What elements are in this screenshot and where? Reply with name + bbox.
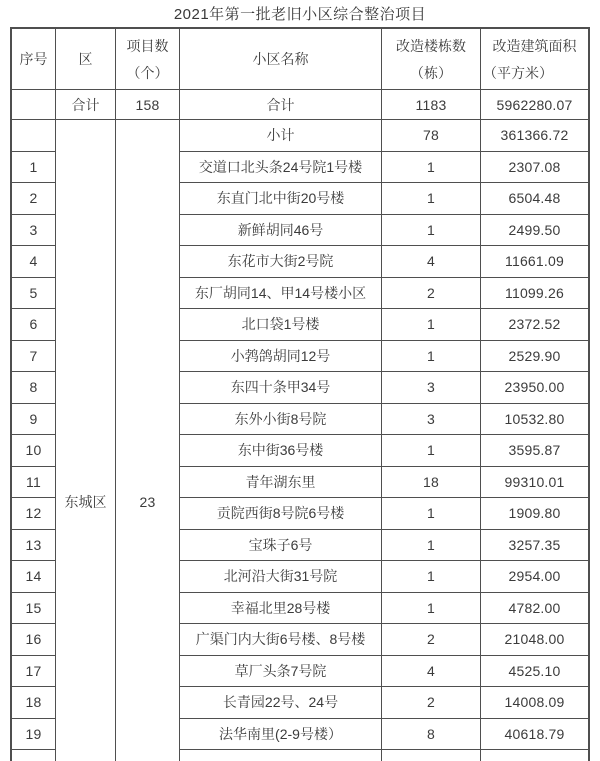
row-3-area-cell: 2499.50 bbox=[481, 215, 588, 247]
row-11-seq-cell: 11 bbox=[12, 467, 56, 499]
clipped-row-buildings-cell bbox=[382, 750, 481, 761]
row-1-seq-cell: 1 bbox=[12, 152, 56, 184]
clipped-row-community-cell bbox=[180, 750, 382, 761]
header-project-count-line1: 项目数 bbox=[126, 37, 169, 54]
district-merged-cell bbox=[56, 120, 116, 761]
row-10-community-cell: 东中街36号楼 bbox=[180, 435, 382, 467]
row-14-buildings-cell: 1 bbox=[382, 561, 481, 593]
row-13-seq-cell: 13 bbox=[12, 530, 56, 562]
total-row-community-cell: 合计 bbox=[180, 90, 382, 120]
clipped-row-area-cell bbox=[481, 750, 588, 761]
row-19-seq-cell: 19 bbox=[12, 719, 56, 751]
row-7-seq-cell: 7 bbox=[12, 341, 56, 373]
row-7-buildings-cell: 1 bbox=[382, 341, 481, 373]
row-15-area-cell: 4782.00 bbox=[481, 593, 588, 625]
page-title: 2021年第一批老旧小区综合整治项目 bbox=[173, 6, 427, 23]
row-16-community-cell: 广渠门内大街6号楼、8号楼 bbox=[180, 624, 382, 656]
row-5-buildings-cell: 2 bbox=[382, 278, 481, 310]
total-row-seq-cell bbox=[12, 90, 56, 120]
row-14-community-cell: 北河沿大街31号院 bbox=[180, 561, 382, 593]
row-19-area-cell: 40618.79 bbox=[481, 719, 588, 751]
row-2-buildings-cell: 1 bbox=[382, 183, 481, 215]
row-12-seq-cell: 12 bbox=[12, 498, 56, 530]
row-11-area-cell: 99310.01 bbox=[481, 467, 588, 499]
subtotal-buildings-cell: 78 bbox=[382, 120, 481, 152]
header-area-line1: 改造建筑面积 bbox=[492, 37, 577, 54]
row-11-buildings-cell: 18 bbox=[382, 467, 481, 499]
row-2-area-cell: 6504.48 bbox=[481, 183, 588, 215]
total-row-project-count-cell: 158 bbox=[116, 90, 180, 120]
header-district-label: 区 bbox=[78, 51, 93, 67]
row-4-seq-cell: 4 bbox=[12, 246, 56, 278]
projects-table bbox=[10, 27, 590, 761]
project-count-merged-cell bbox=[116, 120, 180, 761]
row-10-buildings-cell: 1 bbox=[382, 435, 481, 467]
row-14-seq-cell: 14 bbox=[12, 561, 56, 593]
header-project-count-line2: （个） bbox=[126, 64, 169, 81]
row-13-buildings-cell: 1 bbox=[382, 530, 481, 562]
row-13-community-cell: 宝珠子6号 bbox=[180, 530, 382, 562]
row-11-community-cell: 青年湖东里 bbox=[180, 467, 382, 499]
row-6-buildings-cell: 1 bbox=[382, 309, 481, 341]
header-seq bbox=[12, 29, 56, 90]
row-9-community-cell: 东外小街8号院 bbox=[180, 404, 382, 436]
row-18-buildings-cell: 2 bbox=[382, 687, 481, 719]
total-row-buildings-cell: 1183 bbox=[382, 90, 481, 120]
row-1-community-cell: 交道口北头条24号院1号楼 bbox=[180, 152, 382, 184]
row-16-area-cell: 21048.00 bbox=[481, 624, 588, 656]
clipped-row-seq-cell bbox=[12, 750, 56, 761]
row-15-buildings-cell: 1 bbox=[382, 593, 481, 625]
district-name: 东城区 bbox=[64, 494, 107, 510]
header-buildings bbox=[382, 29, 481, 90]
header-district bbox=[56, 29, 116, 90]
header-project-count bbox=[116, 29, 180, 90]
row-16-buildings-cell: 2 bbox=[382, 624, 481, 656]
header-buildings-line1: 改造楼栋数 bbox=[396, 37, 466, 54]
row-6-community-cell: 北口袋1号楼 bbox=[180, 309, 382, 341]
row-19-buildings-cell: 8 bbox=[382, 719, 481, 751]
subtotal-community-cell: 小计 bbox=[180, 120, 382, 152]
row-7-area-cell: 2529.90 bbox=[481, 341, 588, 373]
row-8-buildings-cell: 3 bbox=[382, 372, 481, 404]
row-17-area-cell: 4525.10 bbox=[481, 656, 588, 688]
row-17-buildings-cell: 4 bbox=[382, 656, 481, 688]
row-19-community-cell: 法华南里(2-9号楼） bbox=[180, 719, 382, 751]
row-10-seq-cell: 10 bbox=[12, 435, 56, 467]
row-14-area-cell: 2954.00 bbox=[481, 561, 588, 593]
row-10-area-cell: 3595.87 bbox=[481, 435, 588, 467]
row-1-buildings-cell: 1 bbox=[382, 152, 481, 184]
header-community bbox=[180, 29, 382, 90]
row-2-seq-cell: 2 bbox=[12, 183, 56, 215]
row-9-area-cell: 10532.80 bbox=[481, 404, 588, 436]
row-5-community-cell: 东厂胡同14、甲14号楼小区 bbox=[180, 278, 382, 310]
row-13-area-cell: 3257.35 bbox=[481, 530, 588, 562]
row-12-buildings-cell: 1 bbox=[382, 498, 481, 530]
header-buildings-line2: （栋） bbox=[410, 64, 452, 81]
total-row-area-cell: 5962280.07 bbox=[481, 90, 588, 120]
header-seq-label: 序号 bbox=[19, 51, 48, 67]
total-row-district-cell: 合计 bbox=[56, 90, 116, 120]
district-project-count: 23 bbox=[139, 494, 156, 510]
row-8-area-cell: 23950.00 bbox=[481, 372, 588, 404]
subtotal-seq-cell bbox=[12, 120, 56, 152]
row-9-seq-cell: 9 bbox=[12, 404, 56, 436]
row-5-seq-cell: 5 bbox=[12, 278, 56, 310]
row-16-seq-cell: 16 bbox=[12, 624, 56, 656]
subtotal-area-cell: 361366.72 bbox=[481, 120, 588, 152]
row-4-buildings-cell: 4 bbox=[382, 246, 481, 278]
header-area-line2: （平方米） bbox=[483, 64, 553, 81]
row-4-area-cell: 11661.09 bbox=[481, 246, 588, 278]
row-18-area-cell: 14008.09 bbox=[481, 687, 588, 719]
row-9-buildings-cell: 3 bbox=[382, 404, 481, 436]
row-6-seq-cell: 6 bbox=[12, 309, 56, 341]
row-15-seq-cell: 15 bbox=[12, 593, 56, 625]
row-8-community-cell: 东四十条甲34号 bbox=[180, 372, 382, 404]
header-community-label: 小区名称 bbox=[252, 51, 309, 67]
header-area bbox=[481, 29, 588, 90]
row-18-community-cell: 长青园22号、24号 bbox=[180, 687, 382, 719]
row-5-area-cell: 11099.26 bbox=[481, 278, 588, 310]
row-7-community-cell: 小鹁鸽胡同12号 bbox=[180, 341, 382, 373]
row-8-seq-cell: 8 bbox=[12, 372, 56, 404]
row-12-area-cell: 1909.80 bbox=[481, 498, 588, 530]
row-6-area-cell: 2372.52 bbox=[481, 309, 588, 341]
row-3-seq-cell: 3 bbox=[12, 215, 56, 247]
row-15-community-cell: 幸福北里28号楼 bbox=[180, 593, 382, 625]
row-2-community-cell: 东直门北中街20号楼 bbox=[180, 183, 382, 215]
row-17-community-cell: 草厂头条7号院 bbox=[180, 656, 382, 688]
row-12-community-cell: 贡院西街8号院6号楼 bbox=[180, 498, 382, 530]
row-3-community-cell: 新鲜胡同46号 bbox=[180, 215, 382, 247]
row-4-community-cell: 东花市大街2号院 bbox=[180, 246, 382, 278]
row-1-area-cell: 2307.08 bbox=[481, 152, 588, 184]
row-18-seq-cell: 18 bbox=[12, 687, 56, 719]
row-3-buildings-cell: 1 bbox=[382, 215, 481, 247]
row-17-seq-cell: 17 bbox=[12, 656, 56, 688]
